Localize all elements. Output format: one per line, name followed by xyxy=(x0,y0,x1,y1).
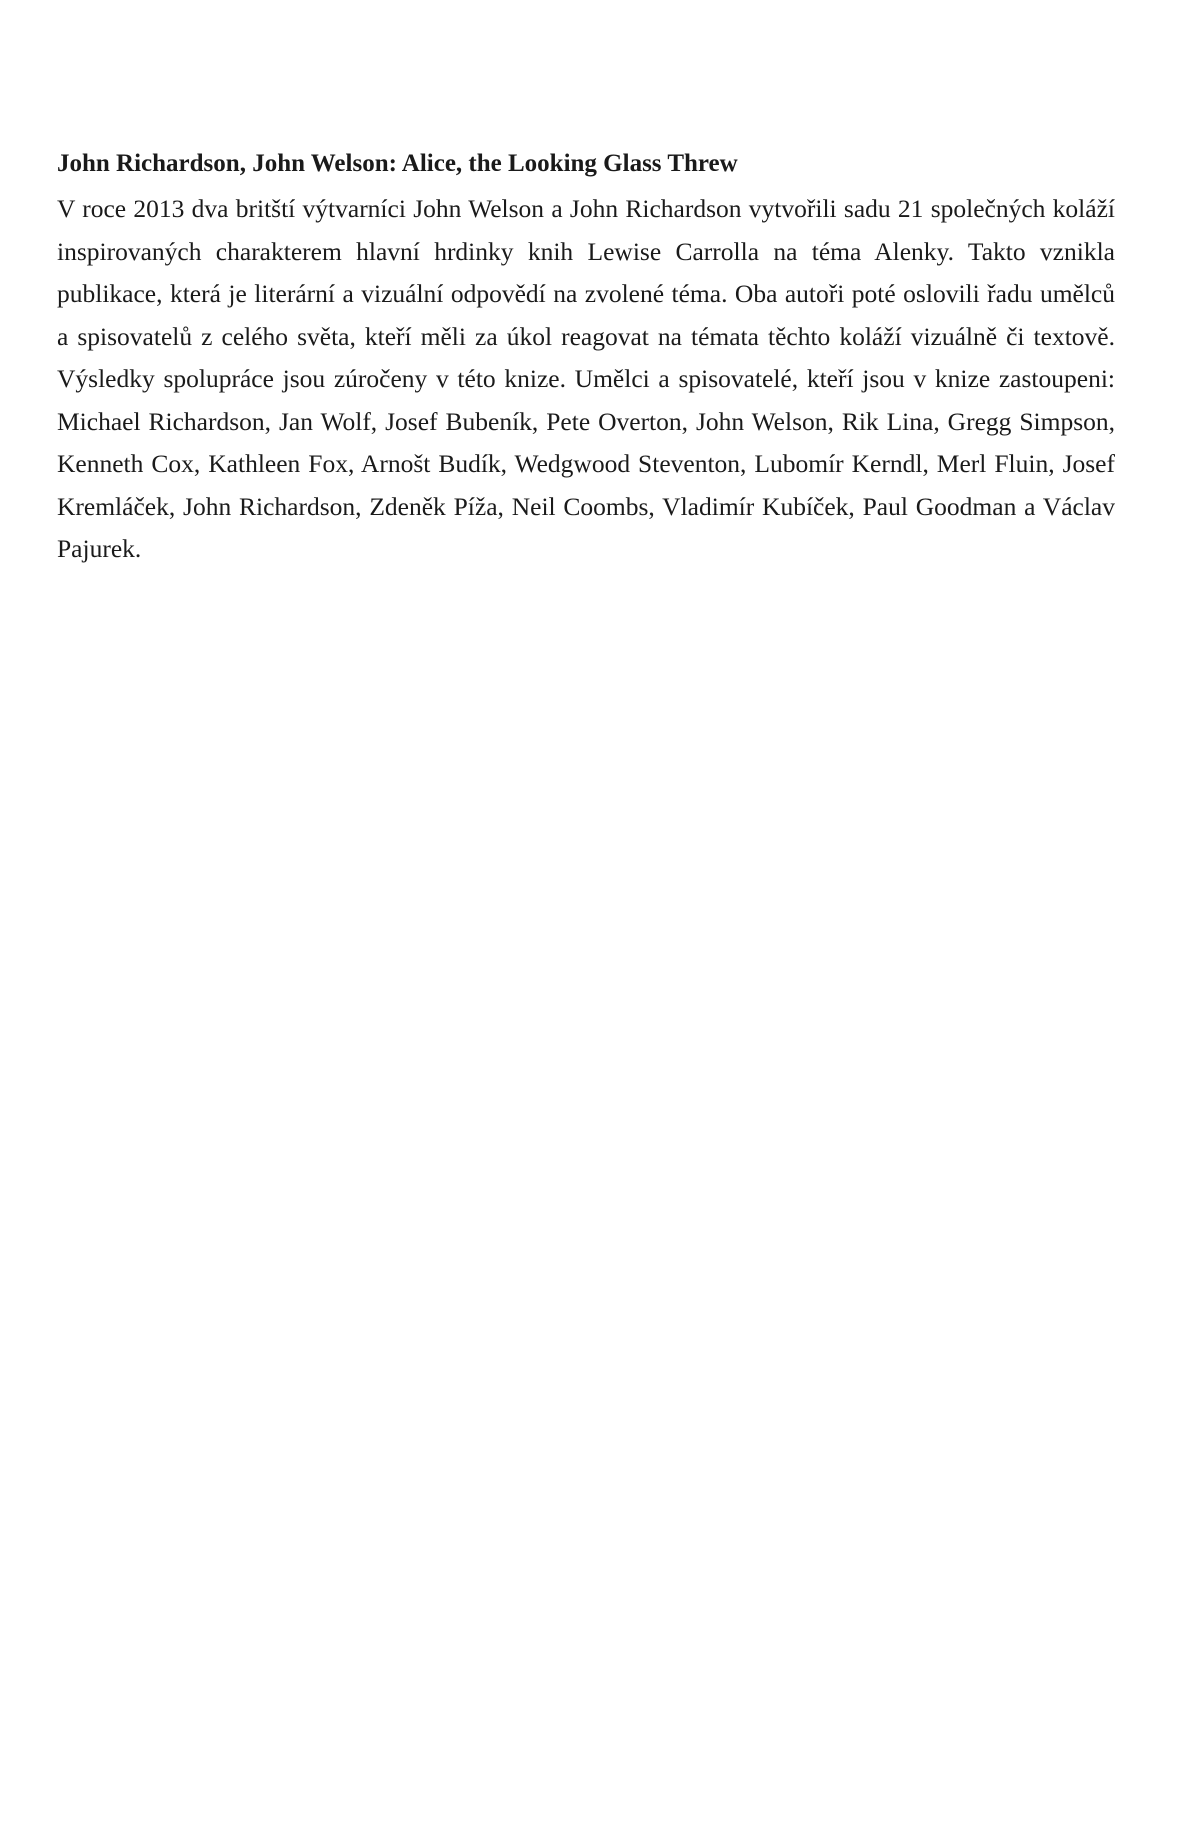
article-title: John Richardson, John Welson: Alice, the Looking Glass Threw xyxy=(57,150,738,177)
article-paragraph: V roce 2013 dva britští výtvarníci John Welson a John Richardson vytvořili sadu 21 společných koláží inspirovaných charakterem hlavní hrdinky knih Lewise Carrolla na téma Alenky. Takto vznikla publikace, která je literární a vizuální odpovědí na zvolené téma. Oba autoři poté oslovili řadu umělců a spisovatelů z celého světa, kteří měli za úkol reagovat na témata těchto koláží vizuálně či textově. Výsledky spolupráce jsou zúročeny v této knize. Umělci a spisovatelé, kteří jsou v knize zastoupeni: Michael Richardson, Jan Wolf, Josef Bubeník, Pete Overton, John Welson, Rik Lina, Gregg Simpson, Kenneth Cox, Kathleen Fox, Arnošt Budík, Wedgwood Steventon, Lubomír Kerndl, Merl Fluin, Josef Kremláček, John Richardson, Zdeněk Píža, Neil Coombs, Vladimír Kubíček, Paul Goodman a Václav Pajurek. xyxy=(57,194,1115,563)
article xyxy=(57,144,1115,571)
